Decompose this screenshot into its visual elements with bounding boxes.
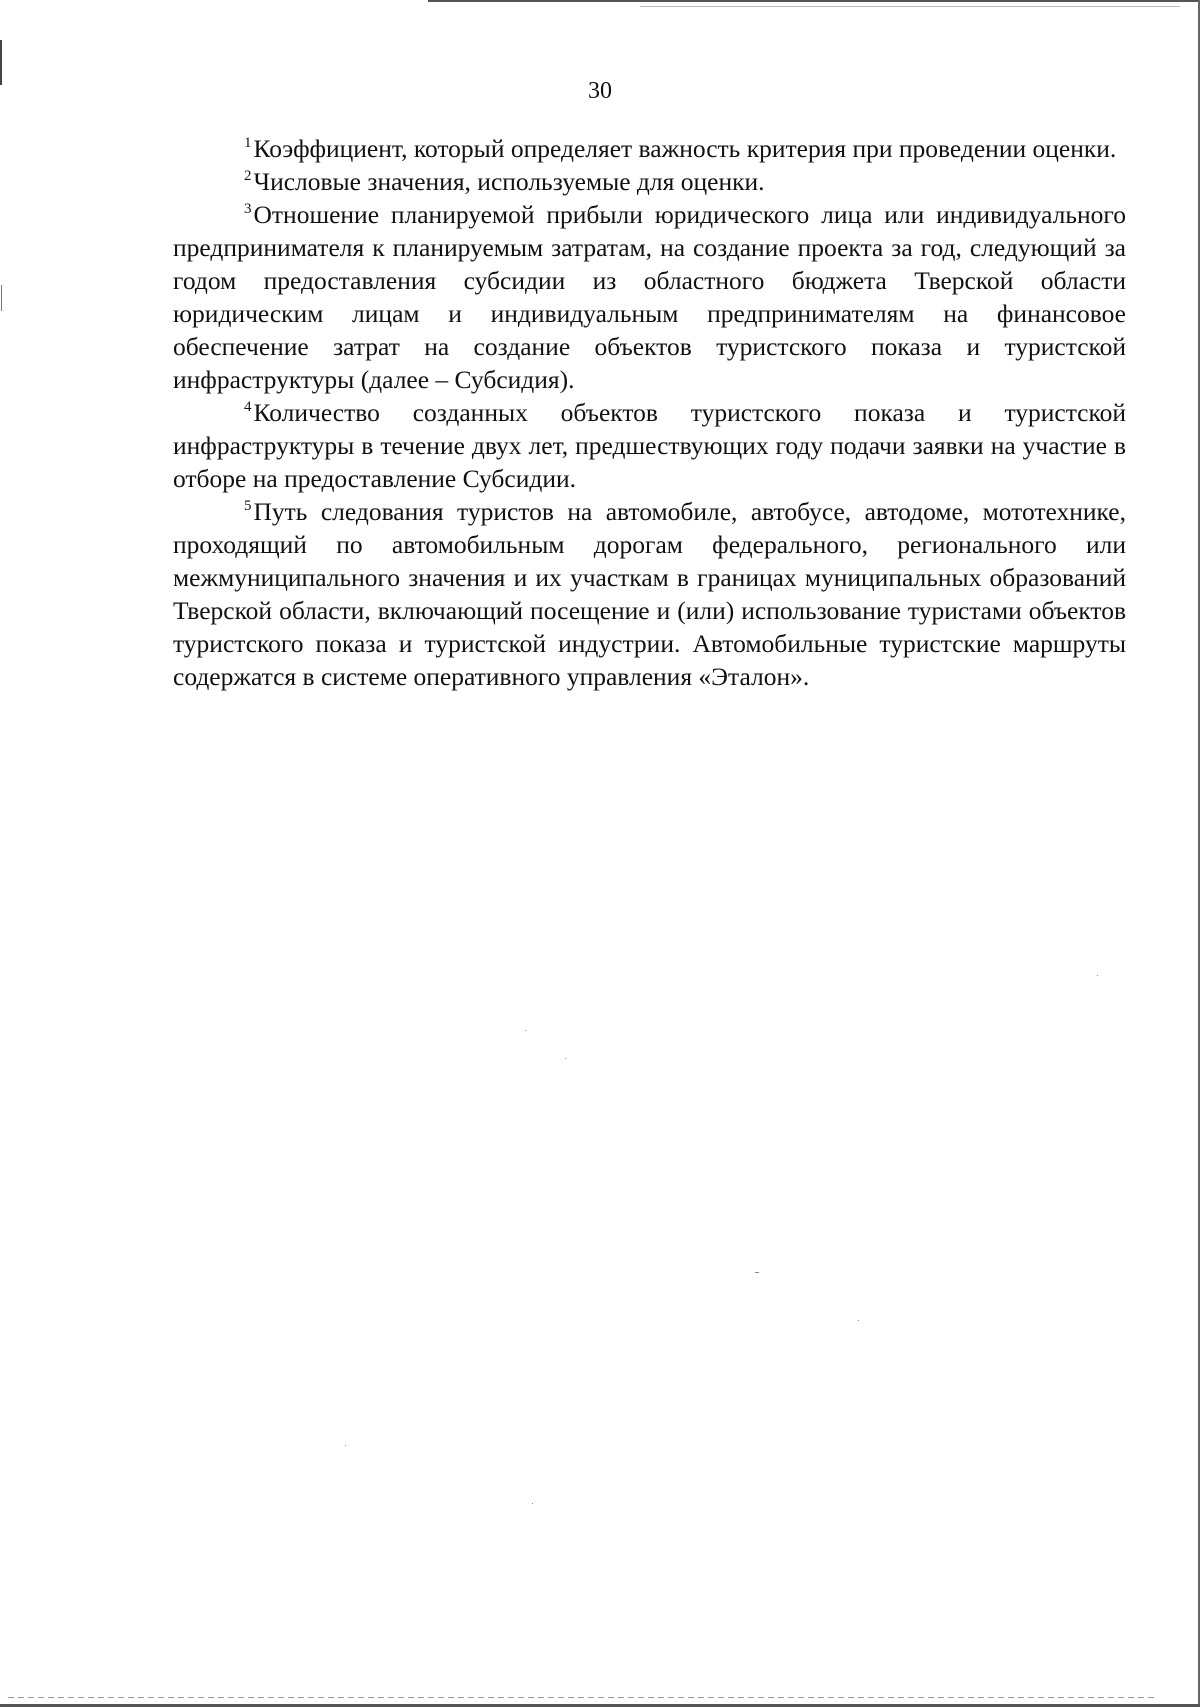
footnote-4 — [173, 396, 1126, 495]
scan-speck — [1097, 975, 1098, 976]
footnote-text: Количество созданных объектов туристского показа и туристской инфраструктуры в течение двух лет, предшествующих году подачи заявки на участие в отборе на предоставление Субсидии. — [173, 398, 1126, 493]
footnote-3 — [173, 198, 1126, 396]
footnote-text: Путь следования туристов на автомобиле, автобусе, автодоме, мототехнике, проходящий по автомобильным дорогам федерального, регионального или межмуниципального значения и их участкам в границах муниципальных образований Тверской области, включающий посещение и (или) использование туристами объектов туристского показа и туристской индустрии. Автомобильные туристские маршруты содержатся в системе оперативного управления «Эталон». — [173, 497, 1126, 691]
scan-speck — [525, 1030, 526, 1031]
footnote-marker: 1 — [244, 135, 252, 151]
scan-speck — [858, 1320, 859, 1321]
page-number: 30 — [588, 78, 612, 104]
scan-speck — [755, 1272, 759, 1273]
footnote-1 — [173, 132, 1126, 165]
scan-border-top — [428, 0, 1200, 2]
scan-speck — [345, 1445, 346, 1446]
scan-tick-left — [1, 285, 2, 311]
footnote-marker: 5 — [244, 498, 252, 514]
footnote-marker: 2 — [244, 168, 252, 184]
scan-border-top-faint — [640, 6, 1180, 7]
scan-speck — [565, 1058, 566, 1059]
scan-dashes-bottom — [8, 1697, 1158, 1698]
footnote-5 — [173, 495, 1126, 693]
footnote-marker: 3 — [244, 201, 252, 217]
footnotes — [173, 132, 1126, 693]
scan-speck — [532, 1503, 533, 1504]
footnote-text: Числовые значения, используемые для оценки. — [253, 167, 765, 196]
footnote-2 — [173, 165, 1126, 198]
footnote-marker: 4 — [244, 399, 252, 415]
footnote-text: Отношение планируемой прибыли юридического лица или индивидуального предпринимателя к планируемым затратам, на создание проекта за год, следующий за годом предоставления субсидии из областного бюджета Тверской области юридическим лицам и индивидуальным предпринимателям на финансовое обеспечение затрат на создание объектов туристского показа и туристской инфраструктуры (далее – Субсидия). — [173, 200, 1126, 394]
footnote-text: Коэффициент, который определяет важность критерия при проведении оценки. — [253, 134, 1117, 163]
